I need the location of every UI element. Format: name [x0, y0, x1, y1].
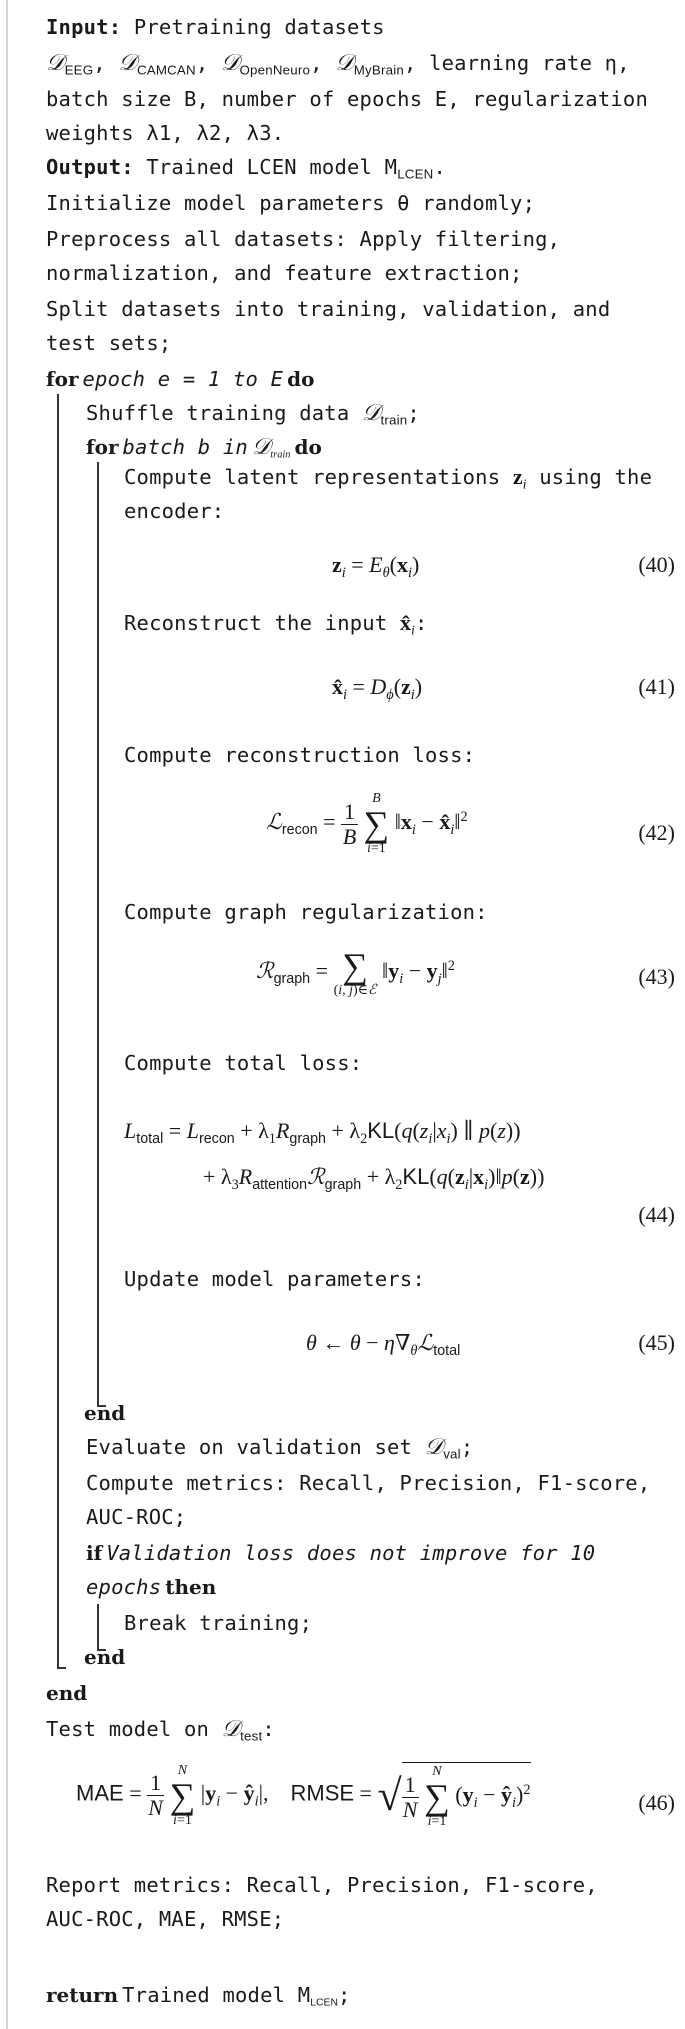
- batch-line: batch size B, number of epochs E, regularization: [46, 87, 649, 111]
- eq41-number: (41): [638, 674, 675, 699]
- if-line: [86, 1538, 595, 1571]
- latent-text-1: Compute latent representations: [124, 465, 501, 489]
- if-text-2: epochs: [86, 1575, 162, 1599]
- equation-43: ℛ$_{graph}$ = ∑ (i, j)∈ℰ $‖y_i$ − $y_j‖^2$: [256, 946, 455, 998]
- end-epoch: end: [46, 1681, 88, 1705]
- graph-reg-line: Compute graph regularization:: [124, 900, 488, 924]
- dataset-eeg: EEG: [64, 62, 94, 78]
- equation-41: $x̂_i = D_\phi(z_i)$: [332, 674, 423, 703]
- for-batch-line: for batch b in 𝒟$_{train}$ do: [86, 434, 322, 461]
- equation-42: ℒ$_{recon}$ = $\frac{1}{B}$ B ∑ i=1 $‖x_i$ − $x̂_i‖^2$: [266, 791, 468, 856]
- for-batch-text: batch b in: [122, 435, 248, 459]
- shuffle-line: Shuffle training data 𝒟$_{train}$;: [86, 400, 420, 428]
- total-loss-line: Compute total loss:: [124, 1051, 363, 1075]
- output-text: Trained LCEN model M: [146, 155, 398, 179]
- latent-encoder-line: encoder:: [124, 499, 225, 523]
- batch-loop-bar: [97, 462, 99, 1406]
- end-batch: end: [84, 1401, 126, 1425]
- latent-text-2: using the: [539, 465, 653, 489]
- input-text: Pretraining datasets: [133, 15, 385, 39]
- equation-44-line-1: $L_{total} = L_{recon} + \lambda_1R_{graph} + \lambda_2KL(q(z_i|x_i)$ ∥ p(z)): [124, 1118, 521, 1147]
- output-line: Output: Trained LCEN model $M_{LCEN}$.: [46, 155, 447, 182]
- recon-loss-line: Compute reconstruction loss:: [124, 743, 476, 767]
- if-line-2: [86, 1572, 216, 1605]
- input-line: [46, 12, 385, 42]
- eq43-number: (43): [638, 964, 675, 989]
- return-text: Trained model M: [122, 1983, 311, 2007]
- metrics-line-1: Compute metrics: Recall, Precision, F1-score,: [86, 1471, 651, 1495]
- kw-do-epoch: do: [287, 367, 315, 391]
- eq45-number: (45): [638, 1330, 675, 1355]
- return-sub: LCEN: [310, 1997, 338, 2009]
- reconstruct-text: Reconstruct the input: [124, 611, 388, 635]
- shuffle-text: Shuffle training data: [86, 401, 350, 425]
- break-line: Break training;: [124, 1611, 313, 1635]
- equation-40: $z_i = E_\theta(x_i)$: [332, 552, 420, 581]
- for-epoch-text: epoch e = 1 to E: [82, 367, 284, 391]
- datasets-line: 𝒟$_{EEG}$, 𝒟$_{CAMCAN}$, 𝒟$_{OpenNeuro}$, 𝒟$_{MyBrain}$, learning rate η,: [46, 50, 630, 78]
- step-split-2: test sets;: [46, 331, 172, 355]
- update-line: Update model parameters:: [124, 1267, 426, 1291]
- weights-line: weights λ1, λ2, λ3.: [46, 121, 285, 145]
- datasets-suffix: , learning rate η,: [404, 51, 630, 75]
- output-sub: LCEN: [397, 166, 434, 182]
- end-if: end: [84, 1645, 126, 1669]
- epoch-loop-bar-end: [57, 1667, 66, 1669]
- if-text-1: Validation loss does not improve for 10: [106, 1541, 596, 1565]
- epoch-loop-bar: [57, 394, 59, 1668]
- equation-46: MAE = $\frac{1}{N}$ N ∑ i=1 $|y_i$ − $ŷ_i|$, RMSE = √ $\frac{1}{N}$ N ∑ i=1 ($y_i$ − $ŷ_i)^2$: [76, 1762, 531, 1829]
- eq42-number: (42): [638, 820, 675, 845]
- dataset-camcan: CAMCAN: [136, 62, 196, 78]
- step-init: Initialize model parameters θ randomly;: [46, 191, 536, 215]
- test-sub: test: [240, 1728, 263, 1744]
- output-label: Output:: [46, 155, 134, 179]
- dataset-openneuro: OpenNeuro: [239, 62, 311, 78]
- return-line: return Trained model $M_{LCEN}$;: [46, 1983, 351, 2009]
- kw-if: if: [86, 1541, 103, 1565]
- report-line-1: Report metrics: Recall, Precision, F1-score,: [46, 1873, 598, 1897]
- step-preprocess-2: normalization, and feature extraction;: [46, 261, 523, 285]
- step-split-1: Split datasets into training, validation, and: [46, 297, 611, 321]
- kw-for-batch: for: [86, 435, 119, 459]
- train-sub: train: [380, 412, 408, 428]
- step-preprocess-1: Preprocess all datasets: Apply filtering,: [46, 227, 561, 251]
- latent-line: Compute latent representations $z_i$ using the: [124, 464, 653, 492]
- equation-45: θ ← $\theta - \eta\nabla_\theta ℒ_{total}$: [306, 1330, 461, 1359]
- left-margin-rule: [6, 0, 8, 2029]
- report-line-2: AUC-ROC, MAE, RMSE;: [46, 1907, 285, 1931]
- eq40-number: (40): [638, 552, 675, 577]
- eq46-number: (46): [638, 1790, 675, 1815]
- kw-then: then: [165, 1575, 217, 1599]
- kw-for-epoch: for: [46, 367, 79, 391]
- test-line: Test model on 𝒟$_{test}$:: [46, 1716, 275, 1744]
- test-text: Test model on: [46, 1717, 210, 1741]
- val-sub: val: [443, 1446, 461, 1462]
- input-label: Input:: [46, 15, 122, 39]
- equation-44-line-2: + $\lambda_3R_{attention}ℛ_{graph}$ + $\lambda_2KL(q(z_i|x_i)‖p(z))$: [203, 1164, 545, 1193]
- reconstruct-line: Reconstruct the input $x̂_i$:: [124, 610, 428, 638]
- metrics-line-2: AUC-ROC;: [86, 1505, 187, 1529]
- kw-return: return: [46, 1983, 119, 2007]
- for-epoch-line: [46, 364, 315, 397]
- evaluate-line: Evaluate on validation set 𝒟$_{val}$;: [86, 1434, 474, 1462]
- dataset-mybrain: MyBrain: [353, 62, 404, 78]
- kw-do-batch: do: [294, 435, 322, 459]
- eq44-number: (44): [638, 1202, 675, 1227]
- evaluate-text: Evaluate on validation set: [86, 1435, 413, 1459]
